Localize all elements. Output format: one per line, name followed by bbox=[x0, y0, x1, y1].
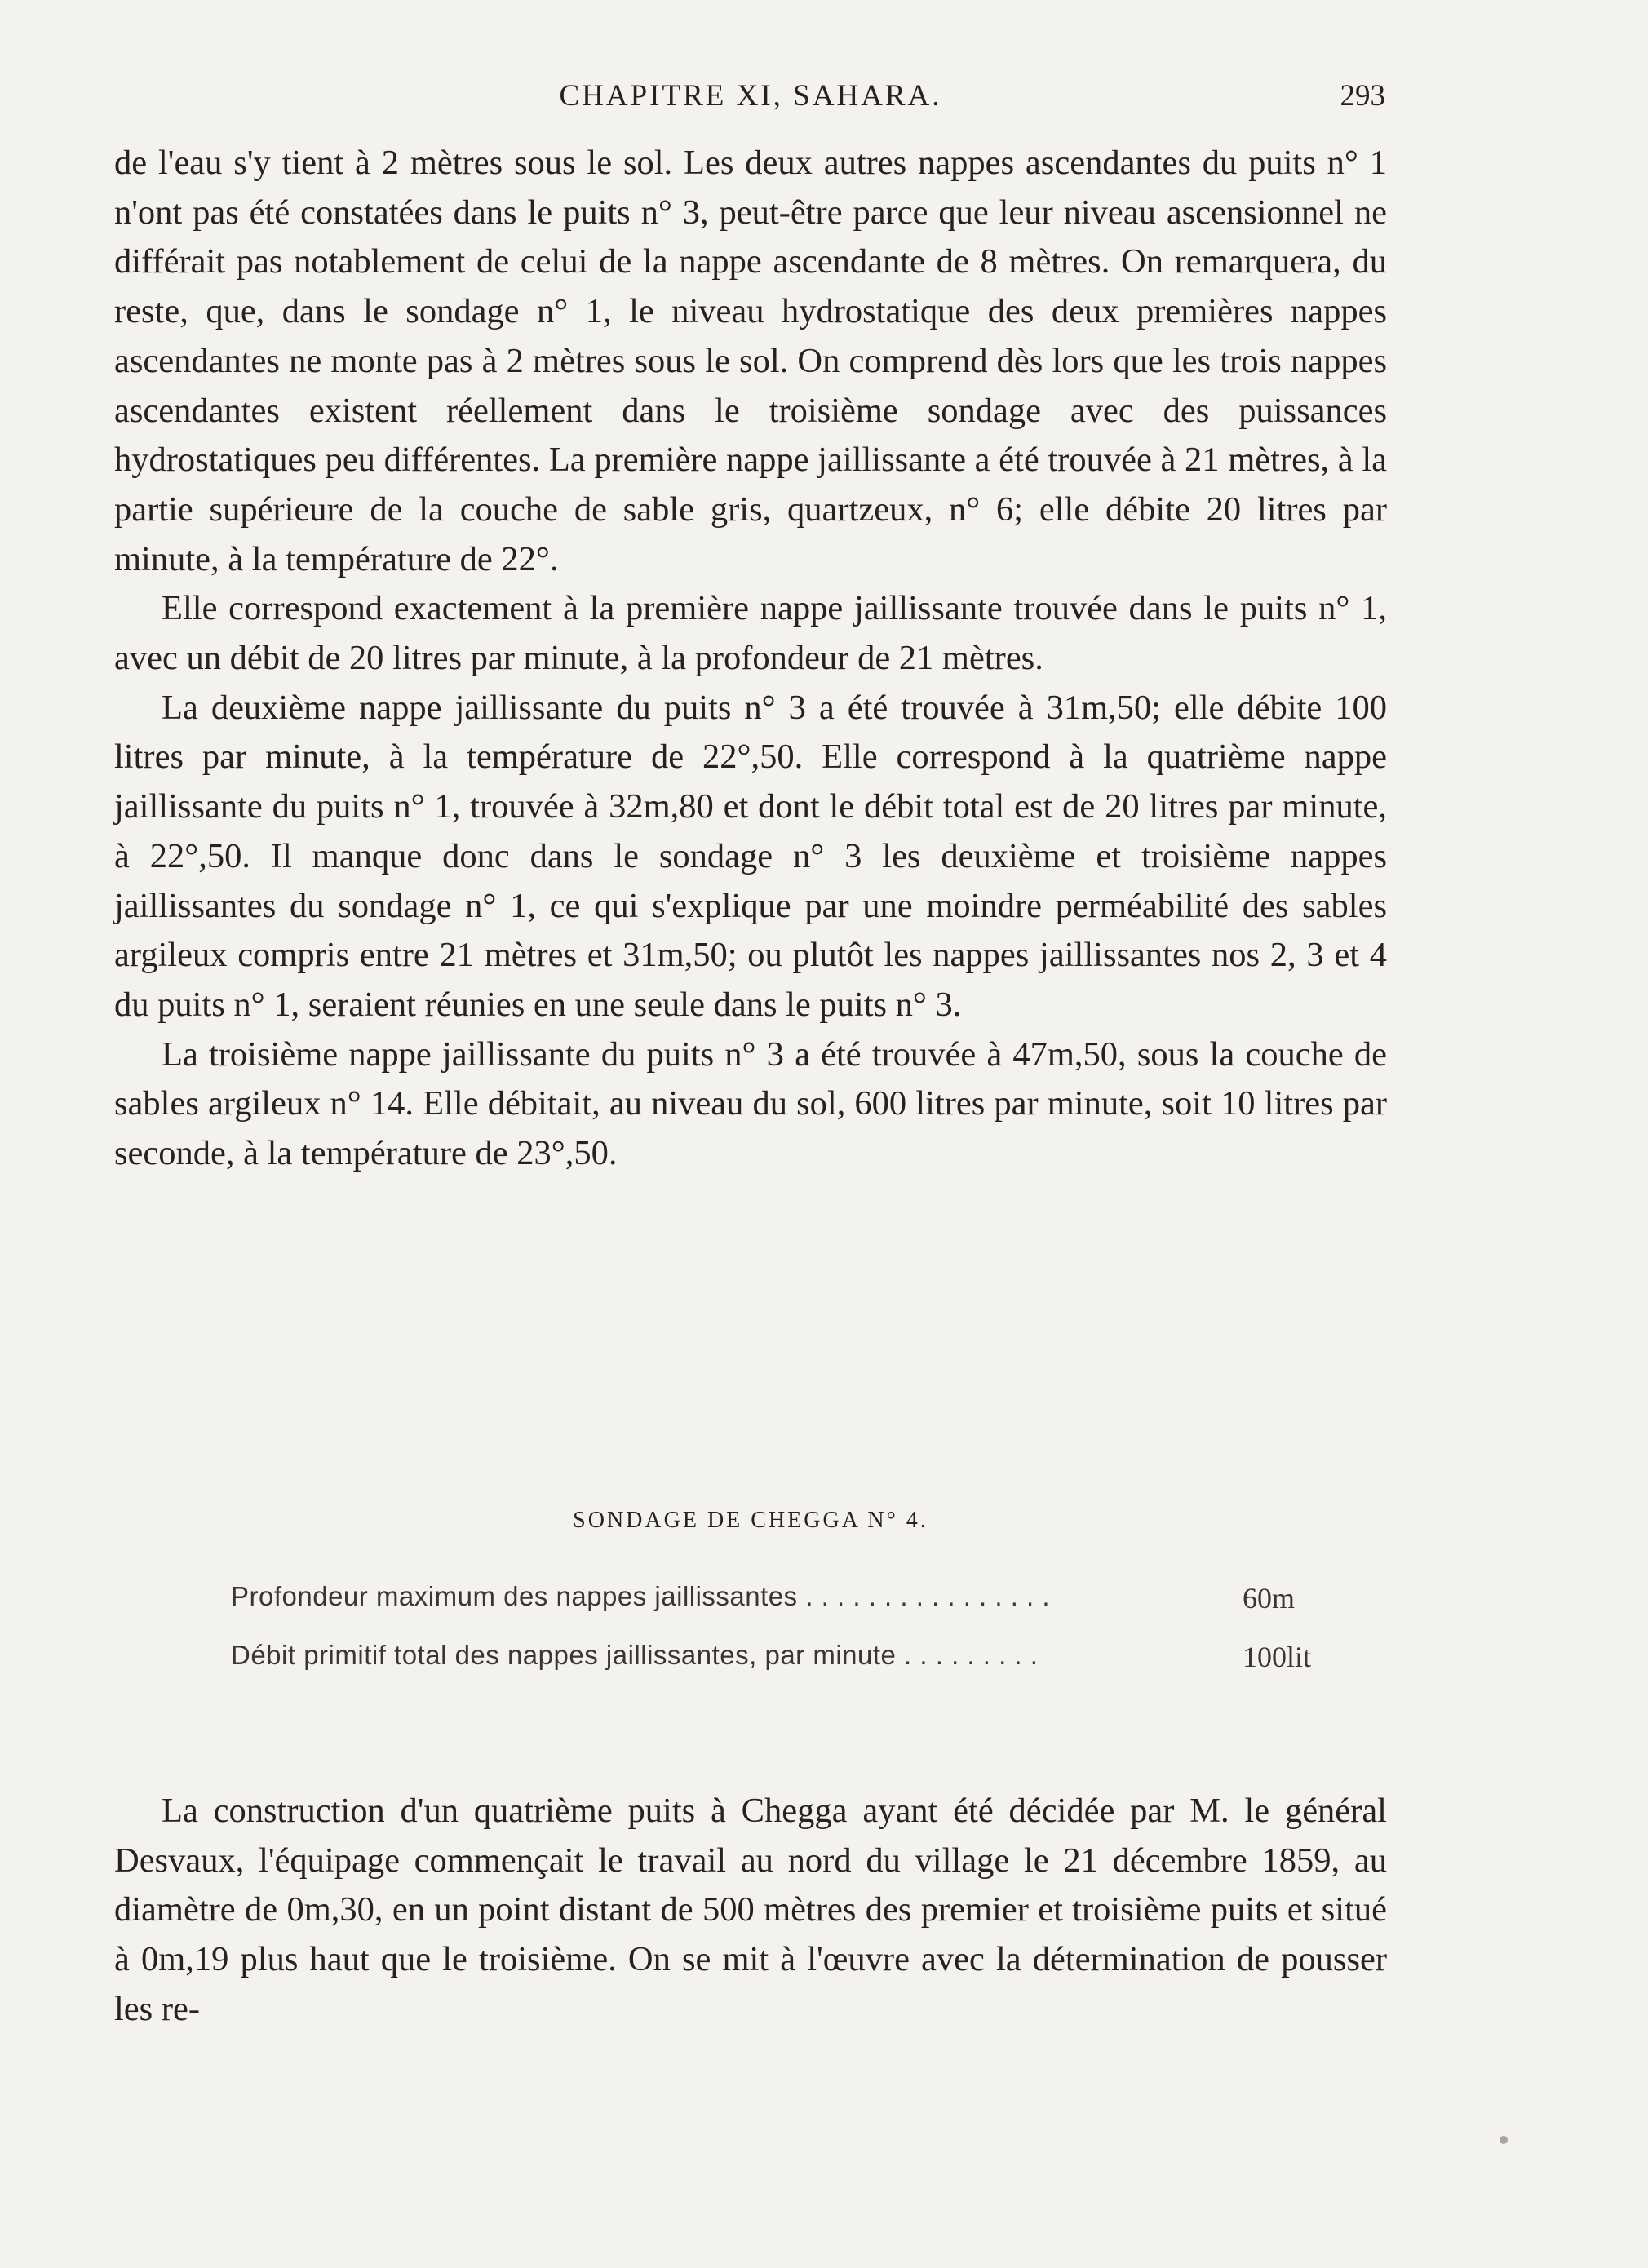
paragraph: Elle correspond exactement à la première nappe jaillissante trouvée dans le puits n° 1, avec un débit de 20 litres par minute, à la profondeur de 21 mètres. bbox=[114, 589, 1387, 678]
paragraph: La deuxième nappe jaillissante du puits n° 3 a été trouvée à 31m,50; elle débite 100 litres par minute, à la température de 22°,50. Elle correspond à la quatrième nappe jaillissante du puits n° 1, trouvée à 32m,80 et dont le débit total est de 20 litres par minute, à 22°,50. Il manque donc dans le sondage n° 3 les deuxième et troisième nappes jaillissantes du sondage n° 1, ce qui s'explique par une moindre perméabilité des sables argileux compris entre 21 mètres et 31m,50; ou plutôt les nappes jaillissantes nos 2, 3 et 4 du puits n° 1, seraient réunies en une seule dans le puits n° 3. bbox=[114, 688, 1387, 1024]
row-label: Profondeur maximum des nappes jaillissantes . . . . . . . . . . . . . . . . bbox=[231, 1581, 1051, 1611]
main-text bbox=[114, 139, 1387, 1179]
row-value: 60m bbox=[1243, 1582, 1296, 1615]
paragraph: de l'eau s'y tient à 2 mètres sous le sol. Les deux autres nappes ascendantes du puits n° 1 n'ont pas été constatées dans le puits n° 3, peut-être parce que leur niveau ascensionnel ne différait pas notablement de celui de la nappe ascendante de 8 mètres. On remarquera, du reste, que, dans le sondage n° 1, le niveau hydrostatique des deux premières nappes ascendantes ne monte pas à 2 mètres sous le sol. On comprend dès lors que les trois nappes ascendantes existent réellement dans le troisième sondage avec des puissances hydrostatiques peu différentes. La première nappe jaillissante a été trouvée à 21 mètres, à la partie supérieure de la couche de sable gris, quartzeux, n° 6; elle débite 20 litres par minute, à la température de 22°. bbox=[114, 144, 1387, 578]
running-title: CHAPITRE XI, SAHARA. bbox=[559, 79, 942, 113]
continuation-text bbox=[114, 1787, 1387, 2035]
row-value: 100lit bbox=[1243, 1641, 1312, 1673]
paper-speck-icon bbox=[1500, 2136, 1508, 2144]
summary-table bbox=[231, 1581, 1357, 1699]
page-header bbox=[114, 72, 1387, 121]
table-row bbox=[231, 1581, 1357, 1640]
row-label: Débit primitif total des nappes jaillissantes, par minute . . . . . . . . . bbox=[231, 1640, 1039, 1670]
section-heading: SONDAGE DE CHEGGA N° 4. bbox=[573, 1508, 928, 1533]
page-number: 293 bbox=[1340, 79, 1385, 113]
table-row bbox=[231, 1640, 1357, 1699]
paragraph: La construction d'un quatrième puits à Chegga ayant été décidée par M. le général Desvaux, l'équipage commençait le travail au nord du village le 21 décembre 1859, au diamètre de 0m,30, en un point distant de 500 mètres des premier et troisième puits et situé à 0m,19 plus haut que le troisième. On se mit à l'œuvre avec la détermination de pousser les re- bbox=[114, 1792, 1387, 2028]
paragraph: La troisième nappe jaillissante du puits n° 3 a été trouvée à 47m,50, sous la couche de sables argileux n° 14. Elle débitait, au niveau du sol, 600 litres par minute, soit 10 litres par seconde, à la température de 23°,50. bbox=[114, 1034, 1387, 1173]
